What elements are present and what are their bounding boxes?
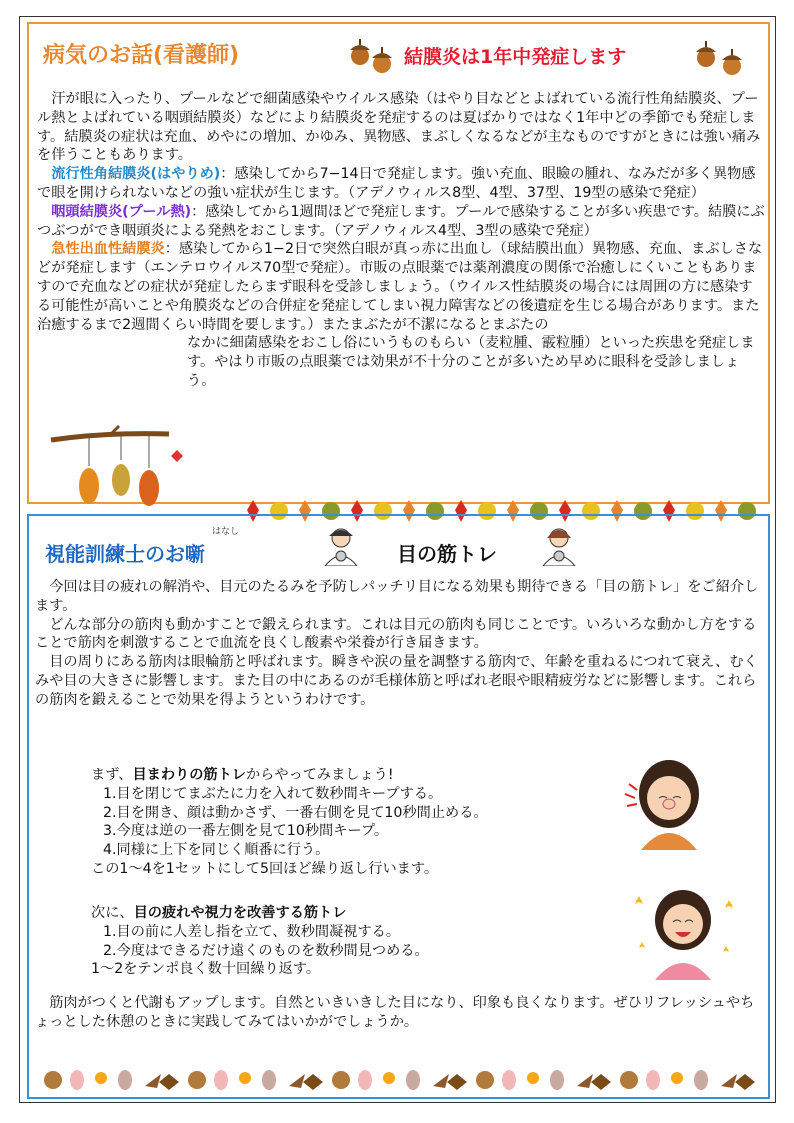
exercise-step: 2.目を開き、顔は動かさず、一番右側を見て10秒間止める。 [103,804,488,821]
intro-bold: 目の疲れや視力を改善する筋トレ [133,905,347,921]
section2-closing: 筋肉がつくと代謝もアップします。自然といきいきした目になり、印象も良くなります。ぜひリフレッシュやちょっとした休憩のときに実践してみてはいかがでしょうか。 [35,995,755,1030]
intro-pre: まず、 [91,767,133,783]
item-name: 急性出血性結膜炎 [51,241,165,258]
autumn-animals-border [41,1066,761,1092]
item-name: 咽頭結膜炎(プール熱) [51,203,192,220]
intro-bold: 目まわりの筋トレ [132,767,246,783]
section2-para: 今回は目の疲れの解消や、目元のたるみを予防しパッチリ目になる効果も期待できる「目の筋トレ」をご紹介します。 [35,579,759,614]
exercise-set-1 [91,766,611,879]
section1-title: 病気のお話(看護師) [43,43,240,68]
orthoptist-talk-section [27,514,770,1099]
exercise-step: 3.今度は逆の一番左側を見て10秒間キープ。 [103,823,389,840]
exercise-2-intro [91,904,611,923]
section2-para: どんな部分の筋肉も動かすことで鍛えられます。これは目元の筋肉も同じことです。いろいろな動かし方をすることで筋肉を刺激することで血流を良くし酸素や栄養が行き届きます。 [35,616,757,652]
title-ruby: はなし [212,527,240,537]
section2-title: 視能訓練士のお噺 [45,542,205,566]
item-text: ：感染してから7−14日で発症します。強い充血、眼瞼の腫れ、なみだが多く異物感で眼を開けられないなどの強い症状が生じます。（アデノウィルス8型、4型、37型、19型の感染で発症） [37,166,756,201]
section1-body [37,90,765,391]
doctor-icon [321,526,361,566]
section2-para: 目の周りにある筋肉は眼輪筋と呼ばれます。瞬きや涙の量を調整する筋肉で、年齢を重ねるにつれて衰え、むくみや目の大きさに影響します。また目の中にあるのが毛様体筋と呼ばれ老眼や眼精疲労などに影響します。これらの筋肉を鍛えることで効果を得ようというわけです。 [35,654,758,708]
item-hemorrhagic-conjunctivitis [37,240,765,334]
item-text: ：感染してから1週間ほどで発症します。プールで感染することが多い疾患です。結膜にぶつぶつができ咽頭炎による発熱をおこします。（アデノウィルス4型、3型の感染で発症） [37,203,765,239]
item-pharyngoconjunctival-fever [37,203,765,241]
acorn-icon [719,46,745,76]
item-text: ：感染してから1−2日で突然白眼が真っ赤に出血し（球結膜出血）異物感、充血、まぶしさなどが発症します（エンテロウイルス70型で発症）。市販の点眼薬では薬剤濃度の関係で治癒しにくいこともありますので充血などの症状が発症したらまず眼科を受診しましょう。（ウイルス性結膜炎の場合には周囲の方に感染する可能性が高いことや角膜炎などの合併症を発症してしまい視力障害などの後遺症を生じる場合があります。また治癒するまで2週間くらい時間を要します。）またまぶたが不潔になるとまぶたの [37,241,763,333]
autumn-branch-illustration [49,424,189,520]
section1-intro: 汗が眼に入ったり、プールなどで細菌感染やウイルス感染（はやり目などとよばれている流行性角結膜炎、プール熱とよばれている咽頭結膜炎）などにより結膜炎を発症するのは夏ばかりではなく1年中どの季節でも発症します。結膜炎の症状は充血、めやにの増加、かゆみ、異物感、まぶしくなるなどが主なものですがときには強い痛みを伴うこともあります。 [37,91,761,164]
acorn-icon [693,38,719,68]
nurse-icon [539,526,579,566]
section2-closing-block [35,994,765,1032]
exercise-step: 4.同様に上下を同じく順番に行う。 [103,842,330,859]
item-epidemic-keratoconjunctivitis [37,165,765,203]
section1-subtitle: 結膜炎は1年中発症します [404,46,627,68]
exercise-step: 1.目の前に人差し指を立て、数秒間凝視する。 [103,923,401,940]
tired-eyes-woman-illustration [619,754,719,850]
intro-pre: 次に、 [91,905,134,921]
disease-talk-section [27,22,770,504]
section2-subtitle: 目の筋トレ [397,542,497,566]
section1-closing: なかに細菌感染をおこし俗にいうものもらい（麦粒腫、霰粒腫）といった疾患を発症します。やはり市販の点眼薬では効果が不十分のことが多いため早めに眼科を受診しましょう。 [187,335,755,389]
intro-post: からやってみましょう! [245,767,394,783]
exercise-step: 2.今度はできるだけ遠くのものを数秒間見つめる。 [103,942,429,959]
acorn-icon [369,44,395,74]
exercise-2-note: 1〜2をテンポ良く数十回繰り返す。 [91,961,321,978]
item-name: 流行性角結膜炎(はやりめ) [51,166,221,183]
exercise-1-note: この1〜4を1セットにして5回ほど繰り返し行います。 [91,860,439,877]
exercise-step: 1.目を閉じてまぶたに力を入れて数秒間キープする。 [103,785,443,802]
section2-body [35,578,765,710]
exercise-1-intro [91,766,611,785]
exercise-set-2 [91,904,611,979]
happy-woman-illustration [623,884,743,980]
